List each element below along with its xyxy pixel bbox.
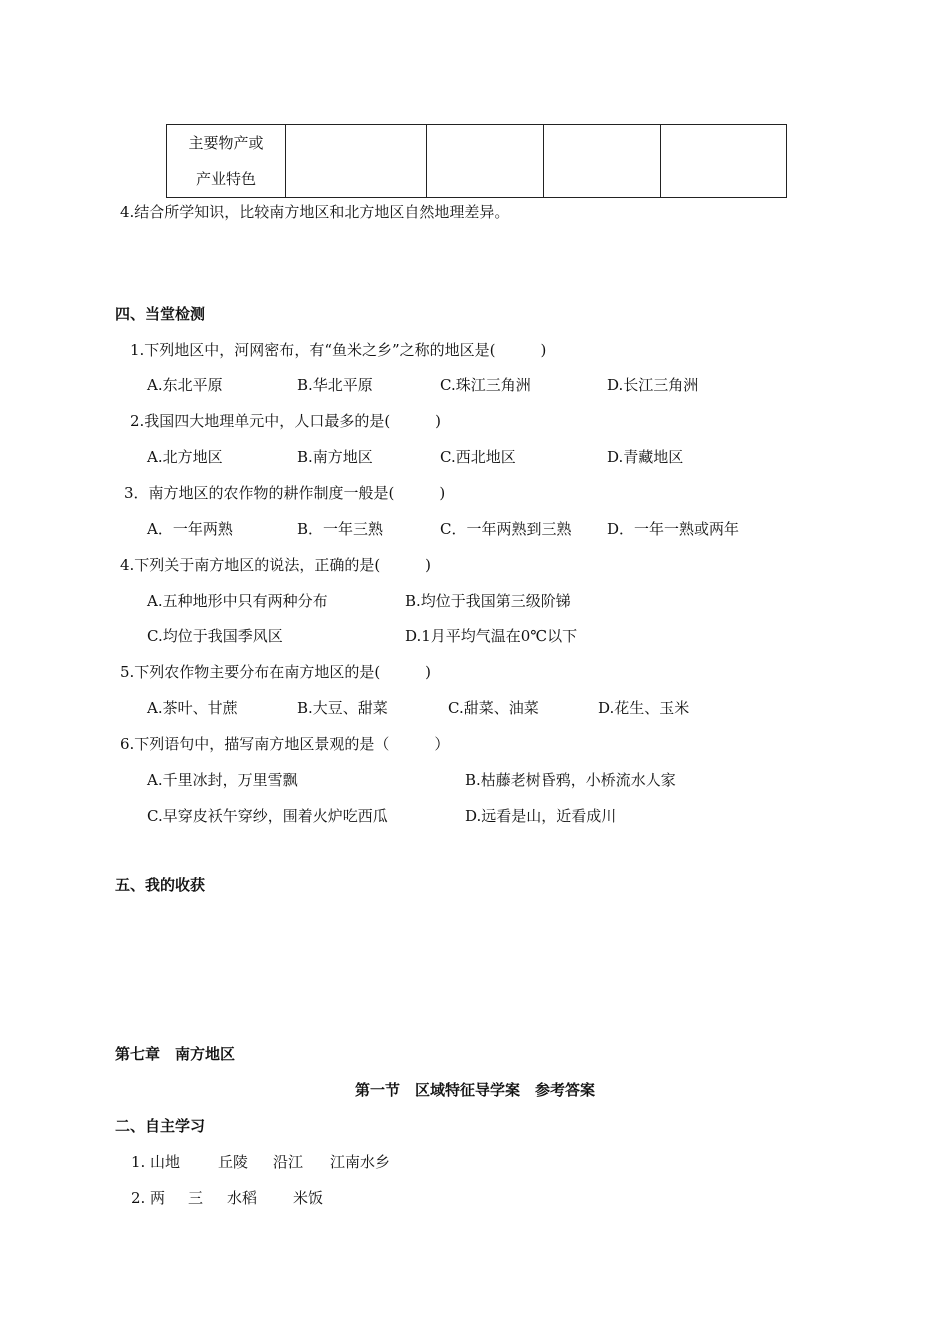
- section-heading: 二、自主学习: [115, 1117, 206, 1135]
- option: D.花生、玉米: [598, 699, 690, 717]
- option: B.大豆、甜菜: [297, 699, 388, 717]
- option: D.长江三角洲: [607, 376, 699, 394]
- row-label-line2: 产业特色: [195, 170, 256, 188]
- product-table: [166, 124, 787, 198]
- option: A．一年两熟: [147, 520, 233, 538]
- compare-question: 4.结合所学知识，比较南方地区和北方地区自然地理差异。: [120, 203, 510, 221]
- option: C.甜菜、油菜: [448, 699, 539, 717]
- question-stem: 4.下列关于南方地区的说法，正确的是( ): [120, 556, 432, 574]
- option: B.华北平原: [297, 376, 373, 394]
- answer-item: 水稻: [227, 1189, 258, 1207]
- option: B.均位于我国第三级阶锑: [405, 592, 571, 610]
- option: A.东北平原: [147, 376, 223, 394]
- option: D.1月平均气温在0℃以下: [405, 627, 578, 645]
- chapter-title: 第七章 南方地区: [115, 1045, 236, 1063]
- answer-title: 第一节 区域特征导学案 参考答案: [355, 1081, 596, 1099]
- answer-item: 沿江: [273, 1153, 304, 1171]
- answer-item: 三: [188, 1189, 204, 1207]
- answer-num: 1.: [131, 1153, 146, 1171]
- option: A.五种地形中只有两种分布: [147, 592, 328, 610]
- answer-item: 丘陵: [218, 1153, 249, 1171]
- option: C.西北地区: [440, 448, 516, 466]
- question-stem: 5.下列农作物主要分布在南方地区的是( ): [120, 663, 432, 681]
- option: D.青藏地区: [607, 448, 684, 466]
- answer-item: 山地: [150, 1153, 181, 1171]
- option: A.北方地区: [147, 448, 223, 466]
- row-label-line1: 主要物产或: [188, 134, 264, 152]
- option: C.均位于我国季风区: [147, 627, 283, 645]
- option: A.千里冰封，万里雪飘: [147, 771, 298, 789]
- option: D．一年一熟或两年: [607, 520, 740, 538]
- option: B．一年三熟: [297, 520, 384, 538]
- option: A.茶叶、甘蔗: [147, 699, 238, 717]
- answer-item: 两: [150, 1189, 166, 1207]
- table-cell: [427, 125, 544, 198]
- option: B.南方地区: [297, 448, 373, 466]
- answer-item: 江南水乡: [330, 1153, 391, 1171]
- option: C.珠江三角洲: [440, 376, 531, 394]
- answer-num: 2.: [131, 1189, 146, 1207]
- table-cell: [661, 125, 787, 198]
- option: C．一年两熟到三熟: [440, 520, 572, 538]
- question-stem: 3．南方地区的农作物的耕作制度一般是( ): [124, 484, 446, 502]
- section-heading: 四、当堂检测: [115, 305, 206, 323]
- question-stem: 1.下列地区中，河网密布，有“鱼米之乡”之称的地区是( ): [130, 341, 547, 359]
- option: C.早穿皮袄午穿纱，围着火炉吃西瓜: [147, 807, 388, 825]
- answer-item: 米饭: [293, 1189, 324, 1207]
- table-cell: [286, 125, 427, 198]
- table-row-label: [167, 125, 286, 198]
- question-stem: 2.我国四大地理单元中，人口最多的是( ): [130, 412, 442, 430]
- table-cell: [544, 125, 661, 198]
- question-stem: 6.下列语句中，描写南方地区景观的是（ ）: [120, 735, 450, 753]
- section-heading: 五、我的收获: [115, 876, 206, 894]
- option: D.远看是山，近看成川: [465, 807, 617, 825]
- table-row: [167, 125, 787, 198]
- option: B.枯藤老树昏鸦，小桥流水人家: [465, 771, 676, 789]
